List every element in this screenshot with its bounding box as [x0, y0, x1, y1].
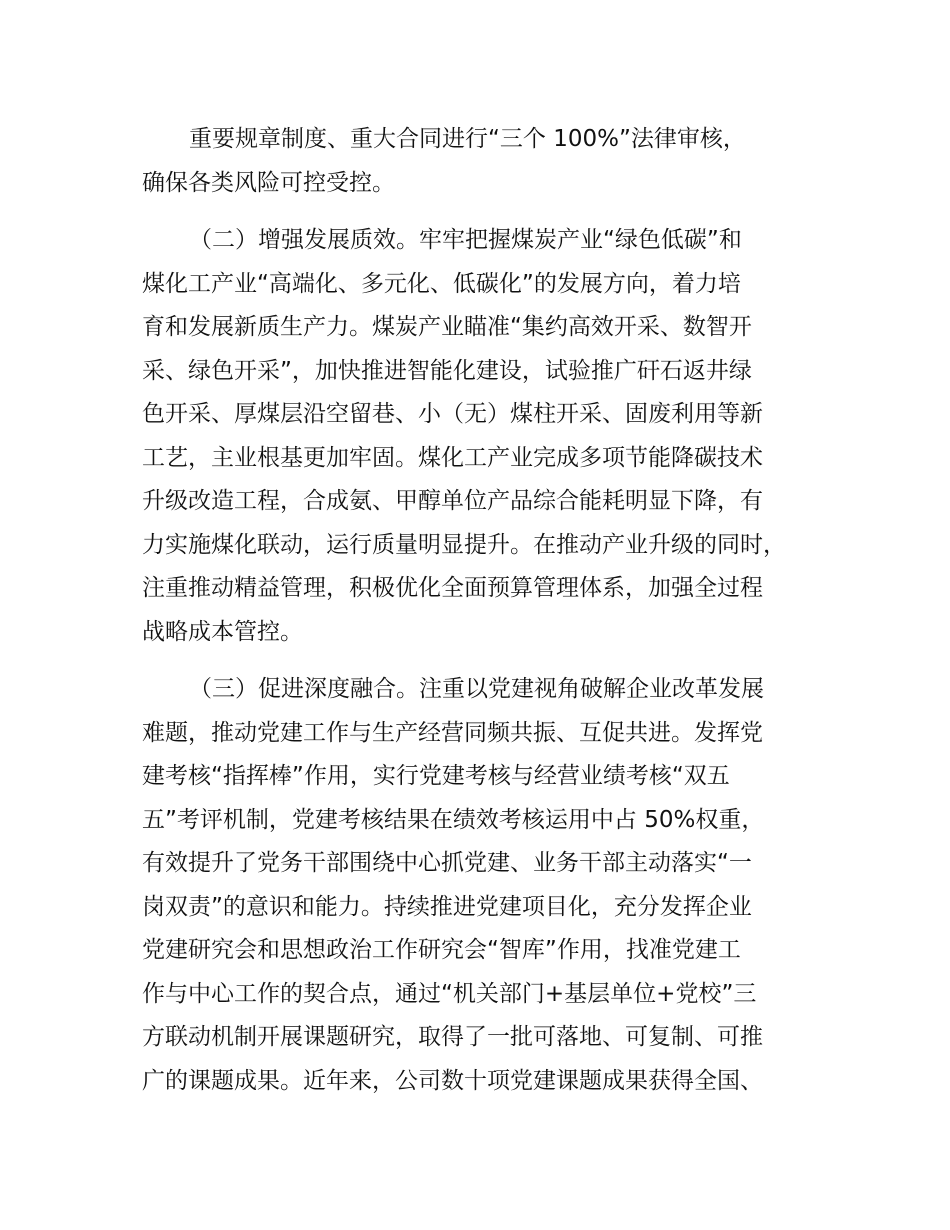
paragraph-spacer — [142, 654, 842, 668]
paragraph-continuation — [142, 118, 842, 205]
text-line: 工艺，主业根基更加牢固。煤化工产业完成多项节能降碳技术 — [142, 444, 763, 471]
text-line: 党建研究会和思想政治工作研究会“智库”作用，找准党建工 — [142, 937, 741, 963]
text-line: 力实施煤化联动，运行质量明显提升。在推动产业升级的同时， — [142, 531, 786, 558]
text-line: 五”考评机制，党建考核结果在绩效考核运用中占 50%权重， — [142, 806, 765, 833]
text-line: 有效提升了党务干部围绕中心抓党建、业务干部主动落实“一 — [142, 850, 752, 876]
text-line: 广的课题成果。近年来，公司数十项党建课题成果获得全国、 — [142, 1067, 763, 1094]
text-line: 煤化工产业“高端化、多元化、低碳化”的发展方向，着力培 — [142, 270, 741, 297]
text-line: 岗双责”的意识和能力。持续推进党建项目化，充分发挥企业 — [142, 893, 752, 920]
text-line: 确保各类风险可控受控。 — [142, 169, 395, 196]
text-line: 重要规章制度、重大合同进行“三个 100%”法律审核， — [189, 126, 746, 152]
text-line: 难题，推动党建工作与生产经营同频共振、互促共进。发挥党 — [142, 719, 763, 746]
text-line: 采、绿色开采”，加快推进智能化建设，试验推广矸石返井绿 — [142, 357, 752, 384]
paragraph-spacer — [142, 205, 842, 219]
text-line: 注重推动精益管理，积极优化全面预算管理体系，加强全过程 — [142, 575, 763, 601]
text-line: （二）增强发展质效。牢牢把握煤炭产业“绿色低碳”和 — [189, 227, 742, 253]
text-line: 作与中心工作的契合点，通过“机关部门+基层单位+党校”三 — [142, 980, 757, 1007]
text-line: 方联动机制开展课题研究，取得了一批可落地、可复制、可推 — [142, 1024, 763, 1050]
document-body — [142, 118, 842, 1103]
text-line: 战略成本管控。 — [142, 618, 303, 645]
paragraph-deep-integration — [142, 668, 842, 1103]
text-line: 色开采、厚煤层沿空留巷、小（无）煤柱开采、固废利用等新 — [142, 401, 763, 427]
text-line: 建考核“指挥棒”作用，实行党建考核与经营业绩考核“双五 — [142, 763, 730, 789]
paragraph-development-quality — [142, 219, 842, 654]
text-line: （三）促进深度融合。注重以党建视角破解企业改革发展 — [189, 676, 764, 702]
text-line: 升级改造工程，合成氨、甲醇单位产品综合能耗明显下降，有 — [142, 488, 763, 514]
text-line: 育和发展新质生产力。煤炭产业瞄准“集约高效开采、数智开 — [142, 314, 752, 340]
